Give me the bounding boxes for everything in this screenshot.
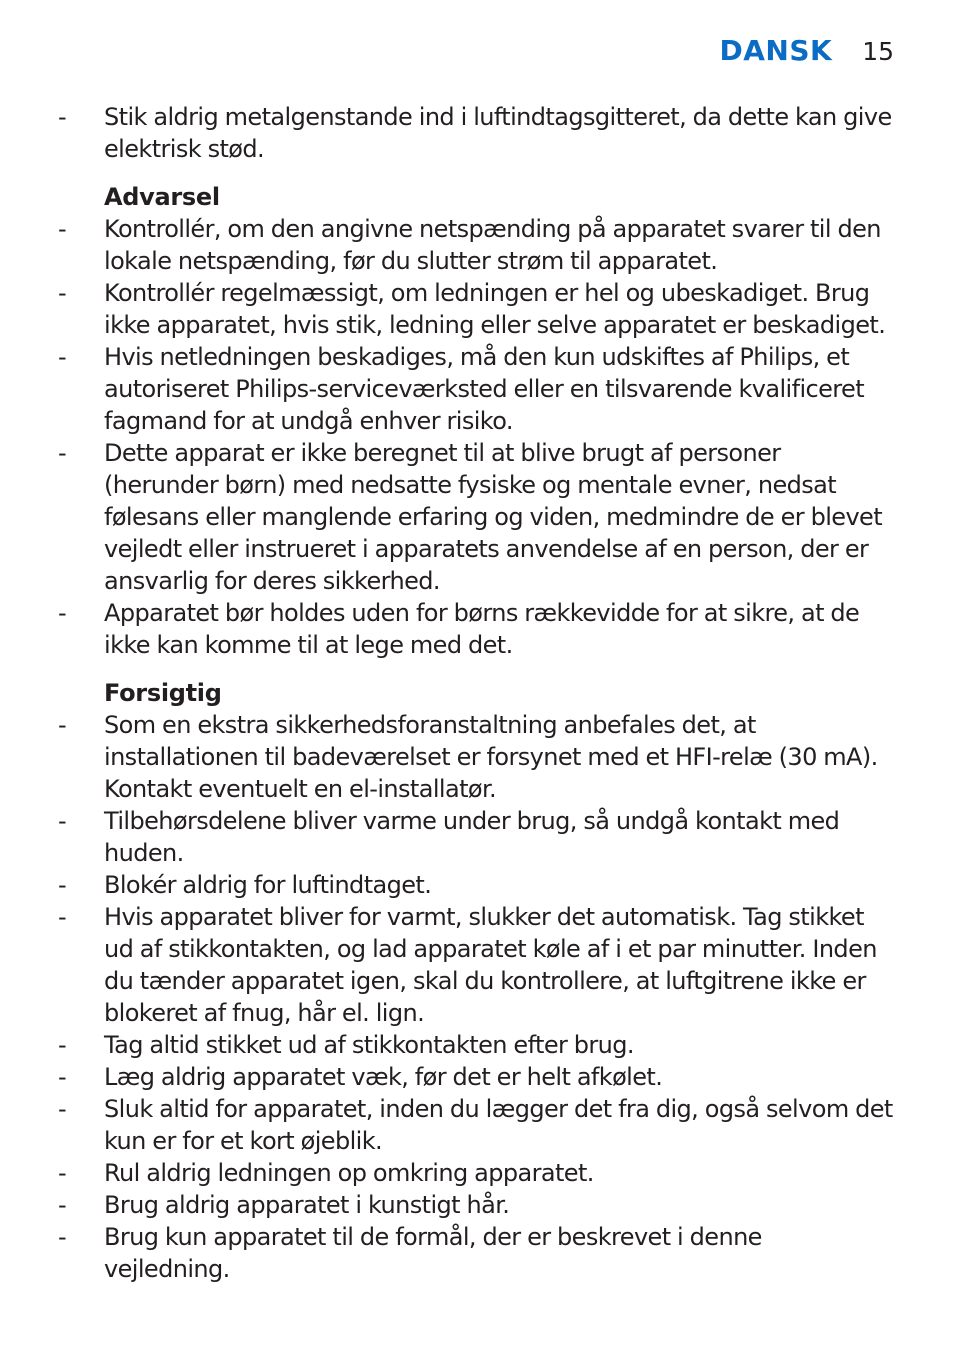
page-content bbox=[0, 101, 954, 1285]
list-item bbox=[0, 709, 954, 805]
list-marker: - bbox=[58, 599, 67, 627]
list-marker: - bbox=[58, 1223, 67, 1251]
section-heading-advarsel: Advarsel bbox=[104, 183, 220, 211]
page-number: 15 bbox=[862, 37, 894, 66]
list-marker: - bbox=[58, 215, 67, 243]
list-item-text: Hvis netledningen beskadiges, må den kun udskiftes af Philips, et autoriseret Philips-serviceværksted eller en tilsvarende kvalificeret fagmand for at undgå enhver risiko. bbox=[104, 343, 865, 435]
list-marker: - bbox=[58, 1031, 67, 1059]
list-item bbox=[0, 1061, 954, 1093]
list-item-text: Dette apparat er ikke beregnet til at blive brugt af personer (herunder børn) med nedsatte fysiske og mentale evner, nedsat følesans eller manglende erfaring og viden, medmindre de er blevet vejledt eller instrueret i apparatets anvendelse af en person, der er ansvarlig for deres sikkerhed. bbox=[104, 439, 883, 595]
list-marker: - bbox=[58, 903, 67, 931]
page-header bbox=[719, 34, 894, 67]
list-item bbox=[0, 1189, 954, 1221]
list-marker: - bbox=[58, 279, 67, 307]
list-marker: - bbox=[58, 711, 67, 739]
section-heading-forsigtig: Forsigtig bbox=[104, 679, 222, 707]
list-marker: - bbox=[58, 871, 67, 899]
list-item-text: Blokér aldrig for luftindtaget. bbox=[104, 871, 432, 899]
list-item-text: Tilbehørsdelene bliver varme under brug, så undgå kontakt med huden. bbox=[104, 807, 840, 867]
list-item bbox=[0, 277, 954, 341]
list-item-text: Som en ekstra sikkerhedsforanstaltning anbefales det, at installationen til badeværelset er forsynet med et HFI-relæ (30 mA). Kontakt eventuelt en el-installatør. bbox=[104, 711, 878, 803]
list-item bbox=[0, 805, 954, 869]
list-item-text: Læg aldrig apparatet væk, før det er helt afkølet. bbox=[104, 1063, 663, 1091]
list-item bbox=[0, 213, 954, 277]
list-marker: - bbox=[58, 1095, 67, 1123]
list-item-text: Rul aldrig ledningen op omkring apparatet. bbox=[104, 1159, 594, 1187]
list-item bbox=[0, 101, 954, 165]
list-item bbox=[0, 1221, 954, 1285]
list-marker: - bbox=[58, 439, 67, 467]
list-item-text: Tag altid stikket ud af stikkontakten efter brug. bbox=[104, 1031, 634, 1059]
list-item-text: Sluk altid for apparatet, inden du lægger det fra dig, også selvom det kun er for et kort øjeblik. bbox=[104, 1095, 893, 1155]
list-item bbox=[0, 341, 954, 437]
list-marker: - bbox=[58, 1063, 67, 1091]
list-marker: - bbox=[58, 103, 67, 131]
list-marker: - bbox=[58, 1191, 67, 1219]
list-item bbox=[0, 1093, 954, 1157]
list-item-text: Kontrollér regelmæssigt, om ledningen er hel og ubeskadiget. Brug ikke apparatet, hvis stik, ledning eller selve apparatet er beskadiget. bbox=[104, 279, 886, 339]
list-item bbox=[0, 869, 954, 901]
list-marker: - bbox=[58, 807, 67, 835]
list-marker: - bbox=[58, 343, 67, 371]
list-item bbox=[0, 1157, 954, 1189]
list-item bbox=[0, 597, 954, 661]
list-item bbox=[0, 901, 954, 1029]
list-marker: - bbox=[58, 1159, 67, 1187]
list-item bbox=[0, 437, 954, 597]
language-label: DANSK bbox=[719, 34, 833, 67]
list-item-text: Hvis apparatet bliver for varmt, slukker det automatisk. Tag stikket ud af stikkontakten, og lad apparatet køle af i et par minutter. Inden du tænder apparatet igen, skal du kontrollere, at luftgitrene ikke er blokeret af fnug, hår el. lign. bbox=[104, 903, 877, 1027]
list-item-text: Apparatet bør holdes uden for børns rækkevidde for at sikre, at de ikke kan komme til at lege med det. bbox=[104, 599, 860, 659]
list-item-text: Brug aldrig apparatet i kunstigt hår. bbox=[104, 1191, 510, 1219]
list-item-text: Brug kun apparatet til de formål, der er beskrevet i denne vejledning. bbox=[104, 1223, 762, 1283]
list-item bbox=[0, 1029, 954, 1061]
list-item-text: Kontrollér, om den angivne netspænding på apparatet svarer til den lokale netspænding, før du slutter strøm til apparatet. bbox=[104, 215, 881, 275]
list-item-text: Stik aldrig metalgenstande ind i luftindtagsgitteret, da dette kan give elektrisk stød. bbox=[104, 103, 892, 163]
